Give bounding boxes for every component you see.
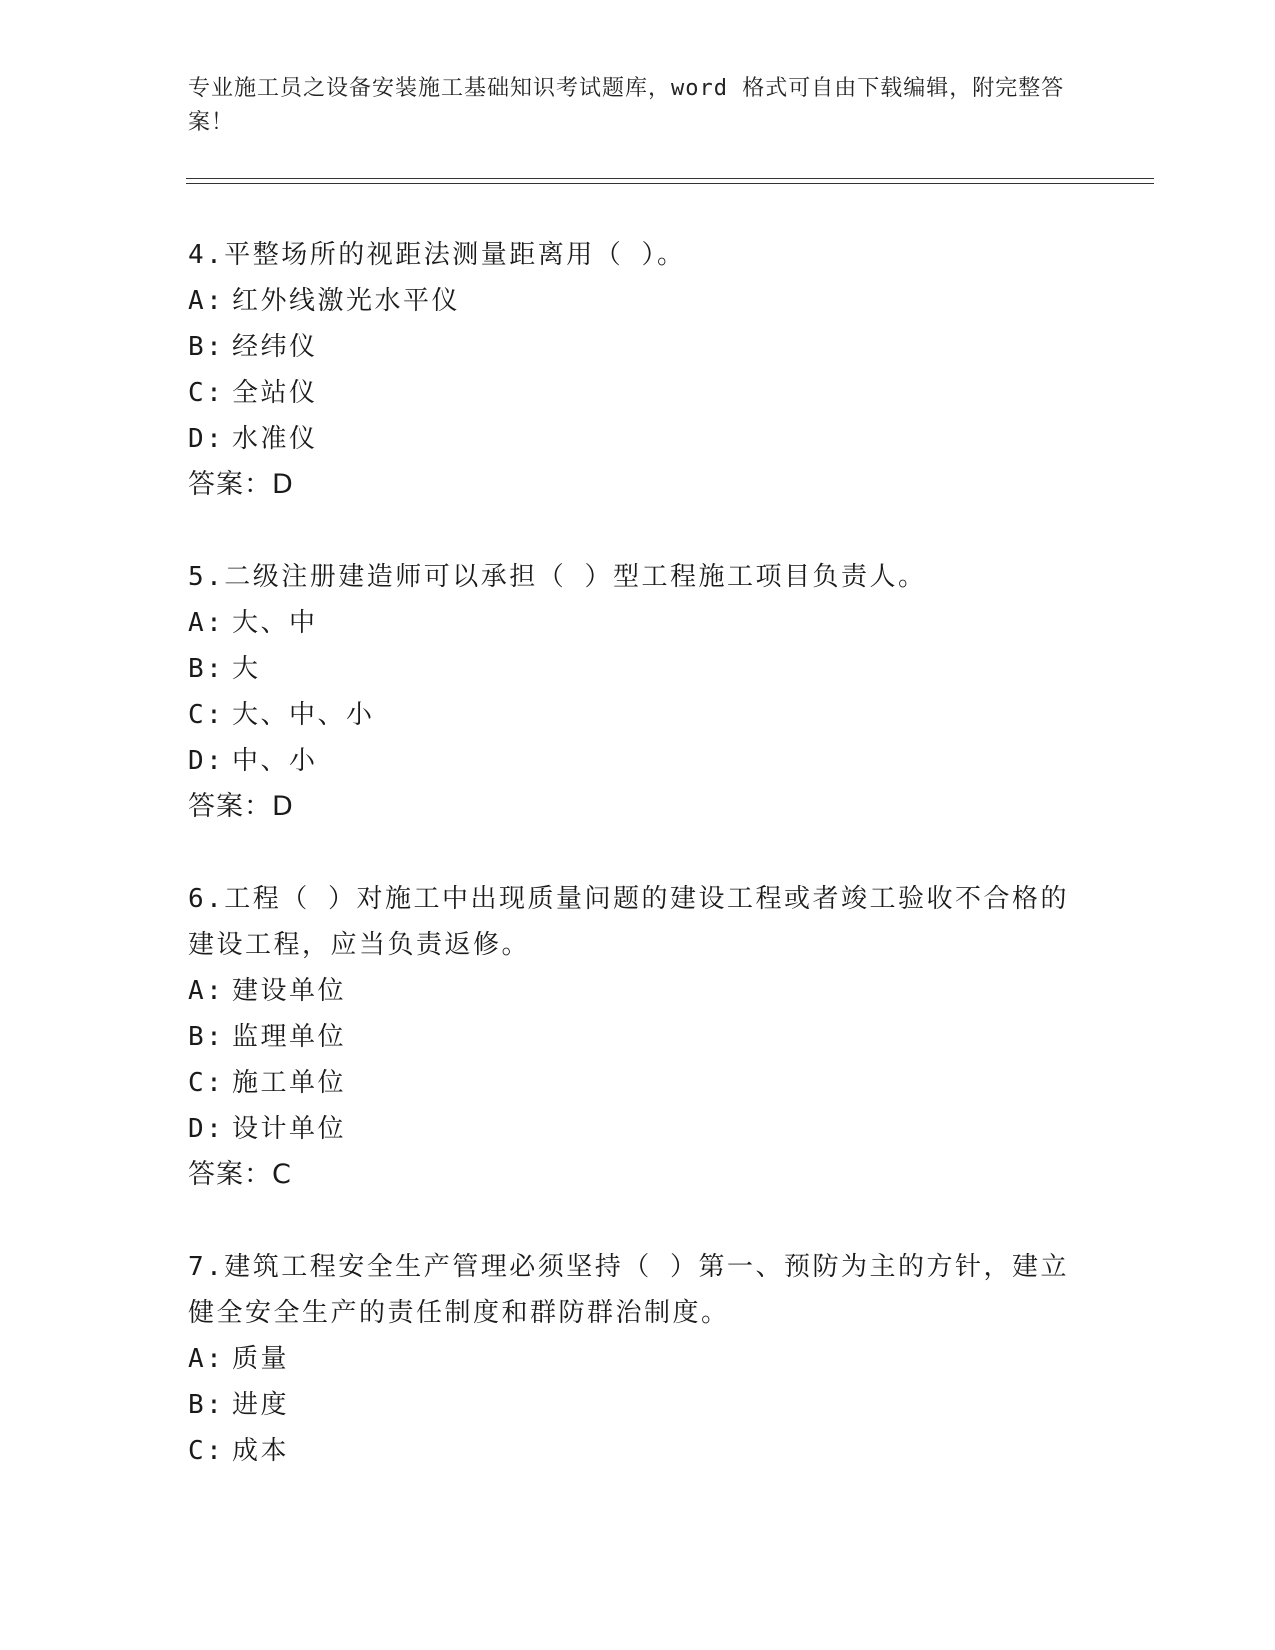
option-d — [188, 416, 1088, 462]
option-letter: A: — [188, 1344, 225, 1374]
option-text: 建设单位 — [232, 976, 347, 1006]
question-text: 6.工程（ ）对施工中出现质量问题的建设工程或者竣工验收不合格的建设工程，应当负责返修。 — [188, 884, 1069, 960]
option-letter: C: — [188, 1068, 225, 1098]
question-text: 4.平整场所的视距法测量距离用（ ）。 — [188, 240, 686, 270]
question-5 — [188, 554, 1088, 830]
option-text: 红外线激光水平仪 — [232, 286, 461, 316]
document-header: 专业施工员之设备安装施工基础知识考试题库，word 格式可自由下载编辑，附完整答案！ — [188, 76, 1065, 135]
option-letter: D: — [188, 746, 225, 776]
option-b — [188, 1014, 1088, 1060]
option-a — [188, 1336, 1088, 1382]
option-text: 全站仪 — [232, 378, 318, 408]
option-text: 大、中、小 — [232, 700, 375, 730]
option-letter: A: — [188, 608, 225, 638]
option-letter: D: — [188, 424, 225, 454]
option-letter: C: — [188, 1436, 225, 1466]
option-letter: D: — [188, 1114, 225, 1144]
question-4 — [188, 232, 1088, 508]
option-d — [188, 1106, 1088, 1152]
option-text: 大、中 — [232, 608, 318, 638]
option-letter: A: — [188, 976, 225, 1006]
option-c — [188, 692, 1088, 738]
option-text: 进度 — [232, 1390, 290, 1420]
option-text: 水准仪 — [232, 424, 318, 454]
answer-line: 答案：D — [188, 469, 294, 500]
option-letter: A: — [188, 286, 225, 316]
option-letter: C: — [188, 378, 225, 408]
option-letter: B: — [188, 654, 225, 684]
option-a — [188, 600, 1088, 646]
option-letter: C: — [188, 700, 225, 730]
option-text: 监理单位 — [232, 1022, 347, 1052]
option-a — [188, 968, 1088, 1014]
option-text: 成本 — [232, 1436, 290, 1466]
option-b — [188, 324, 1088, 370]
header-divider-bottom — [186, 183, 1154, 184]
option-text: 大 — [232, 654, 261, 684]
option-b — [188, 646, 1088, 692]
option-c — [188, 1428, 1088, 1474]
answer-line: 答案：D — [188, 791, 294, 822]
option-text: 设计单位 — [232, 1114, 347, 1144]
option-text: 中、小 — [232, 746, 318, 776]
option-letter: B: — [188, 1022, 225, 1052]
option-c — [188, 370, 1088, 416]
option-text: 施工单位 — [232, 1068, 347, 1098]
question-7 — [188, 1244, 1088, 1474]
header-divider-top — [186, 178, 1154, 179]
option-letter: B: — [188, 1390, 225, 1420]
option-a — [188, 278, 1088, 324]
option-c — [188, 1060, 1088, 1106]
option-text: 质量 — [232, 1344, 290, 1374]
option-d — [188, 738, 1088, 784]
question-text: 5.二级注册建造师可以承担（ ）型工程施工项目负责人。 — [188, 562, 927, 592]
question-list — [188, 232, 1088, 1520]
option-text: 经纬仪 — [232, 332, 318, 362]
option-letter: B: — [188, 332, 225, 362]
question-text: 7.建筑工程安全生产管理必须坚持（ ）第一、预防为主的方针，建立健全安全生产的责任制度和群防群治制度。 — [188, 1252, 1069, 1328]
option-b — [188, 1382, 1088, 1428]
question-6 — [188, 876, 1088, 1198]
answer-line: 答案：C — [188, 1159, 292, 1190]
